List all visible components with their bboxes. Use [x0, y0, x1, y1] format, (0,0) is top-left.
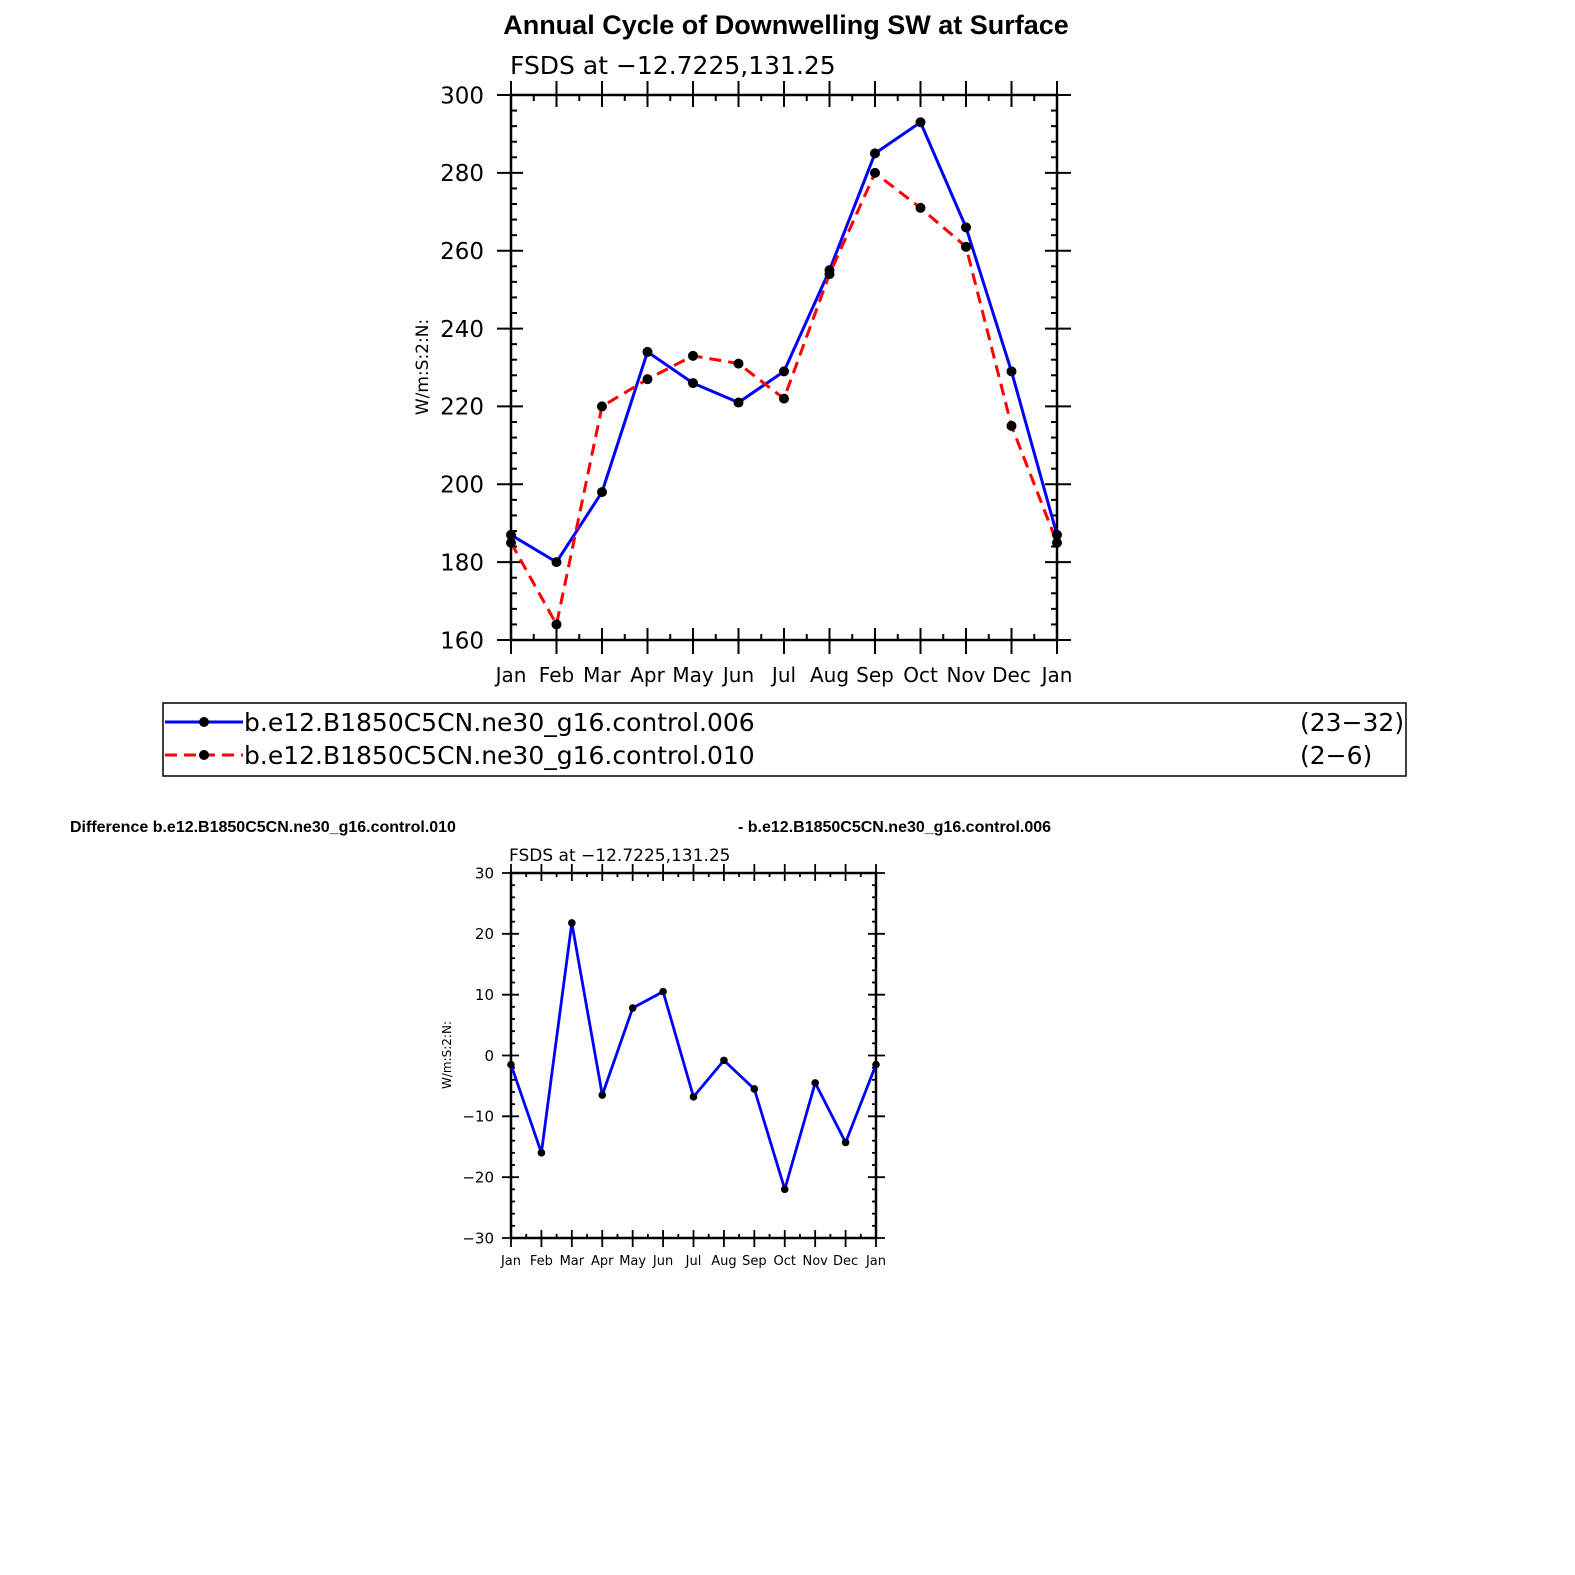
data-point [506, 538, 516, 548]
x-tick-label: Dec [833, 1254, 859, 1269]
y-tick-label: −30 [462, 1229, 494, 1248]
data-point [1052, 538, 1062, 548]
chart1-x-ticks [500, 864, 886, 1269]
legend [163, 703, 1406, 776]
y-tick-label: 280 [440, 161, 484, 188]
difference-chart [440, 846, 886, 1269]
chart0-series-0-markers [506, 117, 1062, 567]
data-point [720, 1057, 728, 1065]
x-tick-label: Apr [591, 1254, 614, 1269]
chart1-plot-frame [511, 873, 876, 1238]
data-point [643, 374, 653, 384]
data-point [688, 351, 698, 361]
y-tick-label: −10 [462, 1107, 494, 1126]
chart0-series-1-markers [506, 168, 1062, 630]
chart0-y-ticks [440, 83, 1071, 654]
y-tick-label: 180 [440, 550, 484, 577]
x-tick-label: Jun [652, 1254, 674, 1269]
data-point [597, 401, 607, 411]
data-point [1007, 421, 1017, 431]
x-tick-label: Jan [500, 1254, 522, 1269]
y-tick-label: 10 [474, 986, 494, 1005]
data-point [1007, 366, 1017, 376]
data-point [598, 1091, 606, 1099]
chart0-series-0-line [511, 122, 1057, 562]
legend-marker-control-010 [199, 750, 209, 760]
chart1-series-0-markers [507, 919, 880, 1193]
y-tick-label: 220 [440, 394, 484, 421]
x-tick-label: Mar [559, 1254, 585, 1269]
x-tick-label: Feb [538, 663, 575, 687]
data-point [961, 222, 971, 232]
data-point [870, 168, 880, 178]
x-tick-label: May [672, 663, 714, 687]
data-point [779, 394, 789, 404]
x-tick-label: Aug [711, 1254, 737, 1269]
data-point [870, 148, 880, 158]
chart1-y-ticks [462, 864, 885, 1247]
data-point [961, 242, 971, 252]
legend-label-control-006: b.e12.B1850C5CN.ne30_g16.control.006 [244, 708, 755, 737]
data-point [781, 1186, 789, 1194]
data-point [659, 988, 667, 996]
x-tick-label: Apr [630, 663, 665, 687]
legend-label-control-010: b.e12.B1850C5CN.ne30_g16.control.010 [244, 741, 755, 770]
data-point [872, 1061, 880, 1069]
data-point [916, 203, 926, 213]
data-point [507, 1061, 515, 1069]
data-point [629, 1004, 637, 1012]
data-point [842, 1139, 850, 1147]
x-tick-label: Nov [802, 1254, 828, 1269]
x-tick-label: Jul [771, 663, 797, 687]
x-tick-label: May [619, 1254, 647, 1269]
chart1-ylabel: W/m:S:2:N: [413, 318, 433, 416]
y-tick-label: 0 [484, 1046, 494, 1065]
x-tick-label: Mar [583, 663, 621, 687]
chart1-subtitle: FSDS at −12.7225,131.25 [510, 51, 836, 80]
chart0-x-ticks [494, 81, 1073, 687]
y-tick-label: −20 [462, 1168, 494, 1187]
x-tick-label: Jan [1041, 663, 1073, 687]
data-point [751, 1085, 759, 1093]
difference-title-right: - b.e12.B1850C5CN.ne30_g16.control.006 [738, 819, 1052, 836]
y-tick-label: 300 [440, 83, 484, 110]
chart2-subtitle: FSDS at −12.7225,131.25 [509, 846, 731, 866]
data-point [734, 359, 744, 369]
data-point [552, 619, 562, 629]
chart2-ylabel: W/m:S:2:N: [440, 1021, 454, 1089]
x-tick-label: Jul [685, 1254, 702, 1269]
data-point [916, 117, 926, 127]
legend-range-control-010: (2−6) [1300, 741, 1373, 770]
data-point [779, 366, 789, 376]
x-tick-label: Sep [742, 1254, 767, 1269]
data-point [825, 269, 835, 279]
y-tick-label: 30 [474, 864, 494, 883]
data-point [688, 378, 698, 388]
x-tick-label: Jan [495, 663, 527, 687]
x-tick-label: Aug [809, 663, 850, 687]
data-point [690, 1093, 698, 1101]
chart1-series-0-line [511, 923, 876, 1189]
data-point [597, 487, 607, 497]
figure-title: Annual Cycle of Downwelling SW at Surface [503, 10, 1069, 40]
data-point [552, 557, 562, 567]
legend-range-control-006: (23−32) [1300, 708, 1405, 737]
y-tick-label: 160 [440, 628, 484, 655]
annual-cycle-chart [413, 51, 1072, 687]
x-tick-label: Sep [856, 663, 894, 687]
data-point [568, 919, 576, 927]
x-tick-label: Nov [946, 663, 986, 687]
y-tick-label: 240 [440, 316, 484, 343]
data-point [734, 398, 744, 408]
data-point [643, 347, 653, 357]
y-tick-label: 200 [440, 472, 484, 499]
x-tick-label: Jan [865, 1254, 887, 1269]
data-point [538, 1149, 546, 1157]
difference-title-left: Difference b.e12.B1850C5CN.ne30_g16.control.010 [70, 819, 456, 836]
y-tick-label: 260 [440, 238, 484, 265]
x-tick-label: Jun [722, 663, 755, 687]
data-point [811, 1079, 819, 1087]
x-tick-label: Feb [529, 1254, 553, 1269]
x-tick-label: Oct [903, 663, 938, 687]
y-tick-label: 20 [474, 925, 494, 944]
legend-marker-control-006 [199, 717, 209, 727]
x-tick-label: Oct [773, 1254, 796, 1269]
x-tick-label: Dec [992, 663, 1031, 687]
